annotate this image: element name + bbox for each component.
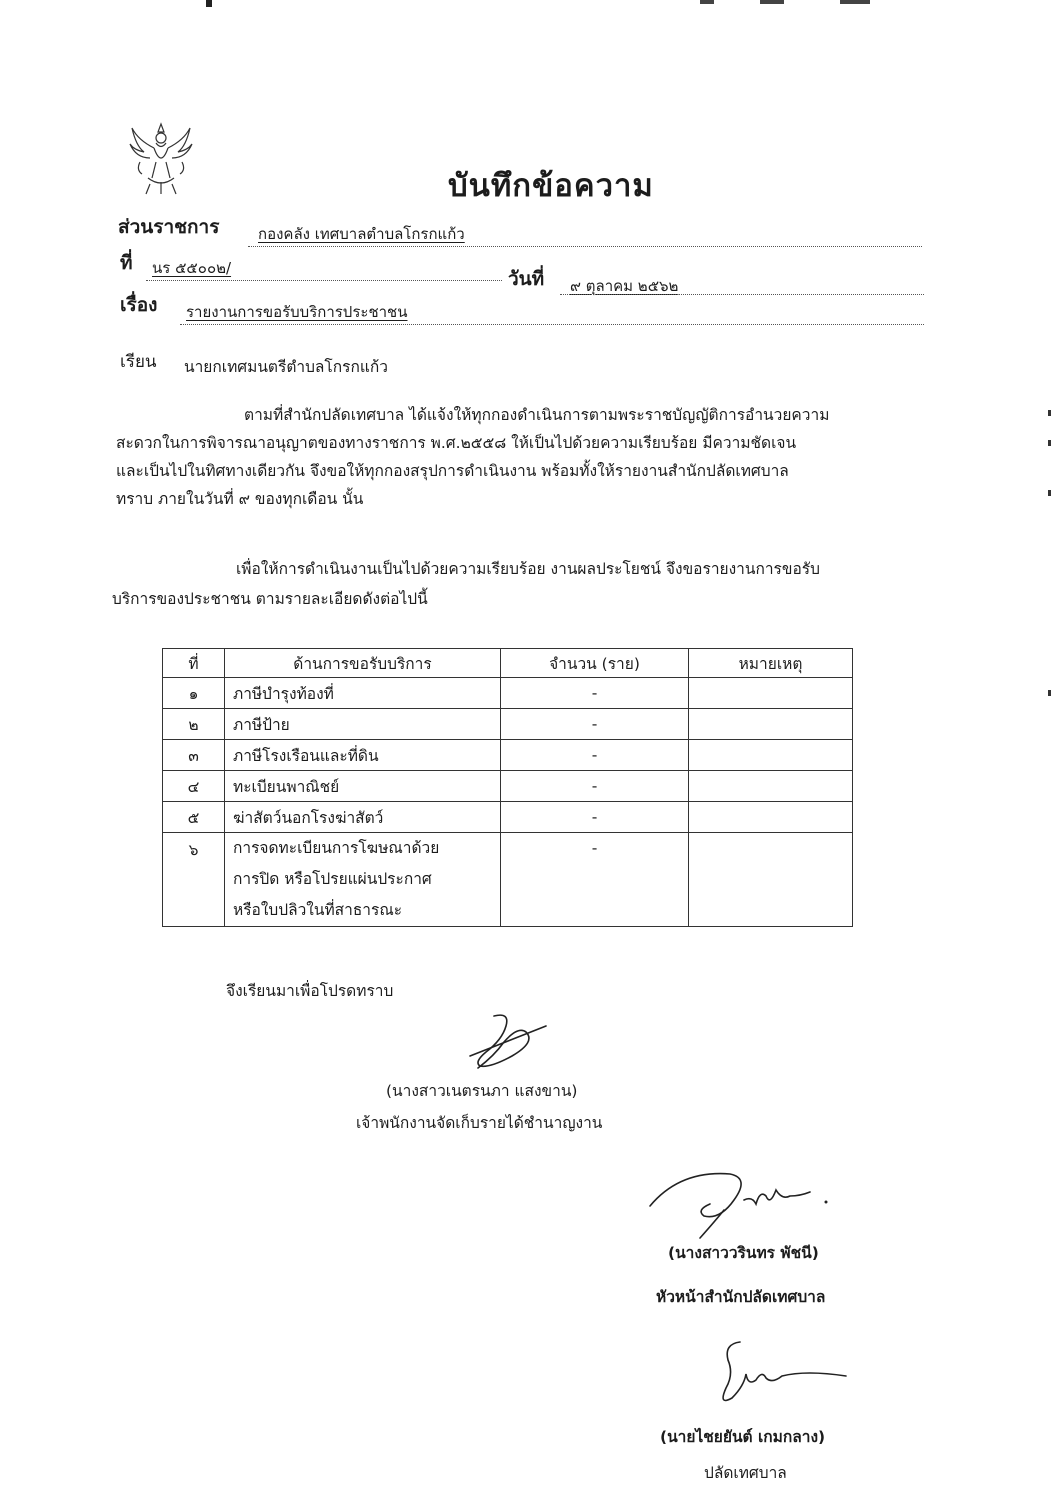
row-service: ภาษีป้าย [225, 709, 501, 740]
subject-value: รายงานการขอรับบริการประชาชน [186, 303, 408, 321]
row-amount: - [501, 802, 689, 833]
closing-text: จึงเรียนมาเพื่อโปรดทราบ [226, 982, 394, 1000]
row-no: ๖ [163, 833, 225, 927]
table-row [163, 771, 853, 802]
signer-2-position: หัวหน้าสำนักปลัดเทศบาล [656, 1288, 826, 1306]
subject-label: เรื่อง [120, 294, 158, 316]
table-row [163, 709, 853, 740]
row-no: ๓ [163, 740, 225, 771]
row-service: ฆ่าสัตว์นอกโรงฆ่าสัตว์ [225, 802, 501, 833]
header-no: ที่ [163, 649, 225, 678]
agency-value: กองคลัง เทศบาลตำบลโกรกแก้ว [258, 225, 465, 243]
row-no: ๕ [163, 802, 225, 833]
row-service: ภาษีบำรุงท้องที่ [225, 678, 501, 709]
table-row [163, 802, 853, 833]
row-note [689, 709, 853, 740]
ref-label: ที่ [120, 252, 133, 274]
scan-edge-specks [1046, 400, 1054, 720]
table-header-row [163, 649, 853, 678]
row-no: ๔ [163, 771, 225, 802]
date-dotline [560, 294, 924, 295]
row-amount: - [501, 678, 689, 709]
agency-dotline [248, 246, 922, 247]
garuda-emblem-icon [128, 118, 194, 198]
scan-edge-marks [0, 0, 1056, 8]
agency-label: ส่วนราชการ [118, 216, 220, 238]
ref-value: นร ๕๕๐๐๒/ [152, 259, 232, 277]
signer-3-position: ปลัดเทศบาล [704, 1464, 787, 1482]
to-label: เรียน [120, 352, 157, 372]
ref-dotline [146, 280, 502, 281]
memo-title: บันทึกข้อความ [448, 168, 654, 204]
header-note: หมายเหตุ [689, 649, 853, 678]
table-row [163, 833, 853, 927]
signature-2-handwriting [640, 1160, 840, 1240]
row-amount: - [501, 833, 689, 927]
row-no: ๒ [163, 709, 225, 740]
header-service: ด้านการขอรับบริการ [225, 649, 501, 678]
signer-1-position: เจ้าพนักงานจัดเก็บรายได้ชำนาญงาน [356, 1114, 603, 1132]
row-amount: - [501, 771, 689, 802]
header-amount: จำนวน (ราย) [501, 649, 689, 678]
date-value: ๙ ตุลาคม ๒๕๖๒ [570, 277, 679, 295]
row-service: ภาษีโรงเรือนและที่ดิน [225, 740, 501, 771]
row-note [689, 802, 853, 833]
row-amount: - [501, 740, 689, 771]
row-amount: - [501, 709, 689, 740]
signature-1-handwriting [466, 1012, 556, 1072]
row-service-line: การจดทะเบียนการโฆษณาด้วย [233, 839, 440, 857]
para1-line-1: ตามที่สำนักปลัดเทศบาล ได้แจ้งให้ทุกกองดำเนินการตามพระราชบัญญัติการอำนวยความ [244, 406, 830, 424]
para1-line-2: สะดวกในการพิจารณาอนุญาตของทางราชการ พ.ศ.๒๕๕๘ ให้เป็นไปด้วยความเรียบร้อย มีความชัดเจน [116, 434, 797, 452]
row-note [689, 771, 853, 802]
row-service [225, 833, 501, 927]
row-note [689, 740, 853, 771]
subject-dotline [180, 324, 924, 325]
signer-3-name: (นายไชยยันต์ เกมกลาง) [660, 1428, 826, 1446]
para2-line-2: บริการของประชาชน ตามรายละเอียดดังต่อไปนี้ [112, 590, 428, 608]
table-row [163, 740, 853, 771]
row-no: ๑ [163, 678, 225, 709]
table-row [163, 678, 853, 709]
row-service: ทะเบียนพาณิชย์ [225, 771, 501, 802]
row-note [689, 678, 853, 709]
signer-2-name: (นางสาววรินทร พัชนี) [668, 1244, 819, 1262]
para1-line-3: และเป็นไปในทิศทางเดียวกัน จึงขอให้ทุกกองสรุปการดำเนินงาน พร้อมทั้งให้รายงานสำนักปลัดเทศบาล [116, 462, 789, 480]
to-value: นายกเทศมนตรีตำบลโกรกแก้ว [184, 358, 388, 376]
date-label: วันที่ [508, 268, 545, 290]
row-service-line: การปิด หรือโปรยแผ่นประกาศ [233, 870, 432, 888]
signature-3-handwriting [706, 1336, 856, 1416]
para2-line-1: เพื่อให้การดำเนินงานเป็นไปด้วยความเรียบร้อย งานผลประโยชน์ จึงขอรายงานการขอรับ [236, 560, 820, 578]
service-request-table [162, 648, 853, 927]
row-note [689, 833, 853, 927]
para1-line-4: ทราบ ภายในวันที่ ๙ ของทุกเดือน นั้น [116, 490, 364, 508]
row-service-line: หรือใบปลิวในที่สาธารณะ [233, 901, 403, 919]
signer-1-name: (นางสาวเนตรนภา แสงขาน) [386, 1082, 578, 1100]
